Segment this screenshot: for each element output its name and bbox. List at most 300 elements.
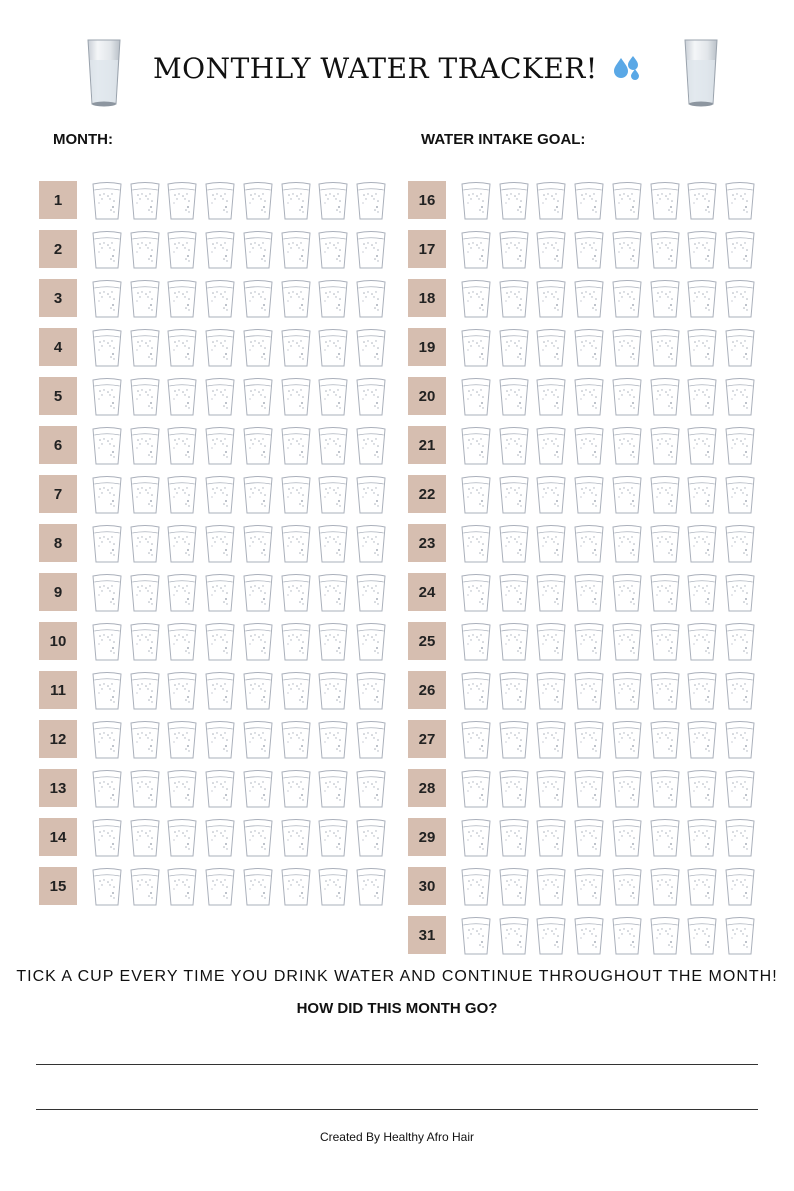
water-cup-checkbox[interactable] [573, 671, 605, 711]
water-cup-checkbox[interactable] [649, 671, 681, 711]
water-cup-checkbox[interactable] [129, 475, 161, 515]
water-cup-checkbox[interactable] [724, 573, 756, 613]
water-cup-checkbox[interactable] [460, 720, 492, 760]
water-cup-checkbox[interactable] [649, 573, 681, 613]
water-cup-checkbox[interactable] [355, 818, 387, 858]
water-cup-checkbox[interactable] [611, 720, 643, 760]
water-cup-checkbox[interactable] [204, 769, 236, 809]
day-number-badge: 3 [39, 279, 77, 317]
water-cup-checkbox[interactable] [317, 671, 349, 711]
water-cup-checkbox[interactable] [204, 720, 236, 760]
water-cup-checkbox[interactable] [724, 818, 756, 858]
water-cup-checkbox[interactable] [724, 279, 756, 319]
water-cup-checkbox[interactable] [280, 671, 312, 711]
water-cup-checkbox[interactable] [535, 769, 567, 809]
water-cup-checkbox[interactable] [460, 181, 492, 221]
water-cup-checkbox[interactable] [686, 475, 718, 515]
day-number-badge: 20 [408, 377, 446, 415]
day-row-28 [408, 769, 758, 809]
water-cup-checkbox[interactable] [242, 279, 274, 319]
water-cup-checkbox[interactable] [317, 720, 349, 760]
water-cup-checkbox[interactable] [460, 622, 492, 662]
water-cup-checkbox[interactable] [166, 769, 198, 809]
water-cup-checkbox[interactable] [129, 769, 161, 809]
water-cup-checkbox[interactable] [317, 818, 349, 858]
credit-text: Created By Healthy Afro Hair [319, 1130, 475, 1144]
water-cup-checkbox[interactable] [166, 524, 198, 564]
day-row-18 [408, 279, 758, 319]
month-label: MONTH: [53, 131, 113, 148]
water-cup-checkbox[interactable] [242, 475, 274, 515]
water-cup-checkbox[interactable] [535, 475, 567, 515]
water-cup-checkbox[interactable] [460, 328, 492, 368]
water-cup-checkbox[interactable] [280, 818, 312, 858]
water-cup-checkbox[interactable] [280, 328, 312, 368]
water-cup-checkbox[interactable] [724, 230, 756, 270]
water-cup-checkbox[interactable] [649, 328, 681, 368]
water-cup-checkbox[interactable] [242, 230, 274, 270]
water-cup-checkbox[interactable] [611, 524, 643, 564]
water-cup-checkbox[interactable] [129, 867, 161, 907]
water-cup-checkbox[interactable] [724, 671, 756, 711]
water-cup-checkbox[interactable] [280, 279, 312, 319]
water-cup-checkbox[interactable] [724, 181, 756, 221]
water-cup-checkbox[interactable] [91, 769, 123, 809]
water-cup-checkbox[interactable] [460, 671, 492, 711]
water-cup-checkbox[interactable] [280, 377, 312, 417]
water-cup-checkbox[interactable] [242, 573, 274, 613]
water-cup-checkbox[interactable] [317, 279, 349, 319]
water-cup-checkbox[interactable] [280, 622, 312, 662]
water-cup-checkbox[interactable] [242, 867, 274, 907]
water-cup-checkbox[interactable] [498, 769, 530, 809]
day-row-10 [39, 622, 389, 662]
water-cup-checkbox[interactable] [317, 573, 349, 613]
water-cup-checkbox[interactable] [611, 230, 643, 270]
water-cup-checkbox[interactable] [91, 328, 123, 368]
water-cup-checkbox[interactable] [724, 720, 756, 760]
water-cup-checkbox[interactable] [91, 818, 123, 858]
water-cup-checkbox[interactable] [535, 720, 567, 760]
water-cup-checkbox[interactable] [204, 328, 236, 368]
water-cup-checkbox[interactable] [686, 622, 718, 662]
day-number-badge: 31 [408, 916, 446, 954]
day-row-16 [408, 181, 758, 221]
water-cup-checkbox[interactable] [166, 279, 198, 319]
day-number-badge: 1 [39, 181, 77, 219]
water-cup-checkbox[interactable] [355, 622, 387, 662]
water-cup-checkbox[interactable] [204, 475, 236, 515]
day-number-badge: 26 [408, 671, 446, 709]
water-cup-checkbox[interactable] [129, 279, 161, 319]
day-row-6 [39, 426, 389, 466]
water-cup-checkbox[interactable] [355, 426, 387, 466]
droplets-icon [613, 54, 641, 87]
water-cup-checkbox[interactable] [166, 573, 198, 613]
water-cup-checkbox[interactable] [204, 867, 236, 907]
water-cup-checkbox[interactable] [280, 475, 312, 515]
water-cup-checkbox[interactable] [204, 573, 236, 613]
water-cup-checkbox[interactable] [242, 426, 274, 466]
water-cup-checkbox[interactable] [129, 622, 161, 662]
water-cup-checkbox[interactable] [611, 475, 643, 515]
water-cup-checkbox[interactable] [498, 524, 530, 564]
water-cup-checkbox[interactable] [686, 573, 718, 613]
water-cup-checkbox[interactable] [204, 818, 236, 858]
water-cup-checkbox[interactable] [686, 818, 718, 858]
page-title-text: MONTHLY WATER TRACKER! [152, 52, 598, 85]
day-row-27 [408, 720, 758, 760]
water-cup-checkbox[interactable] [91, 426, 123, 466]
water-cup-checkbox[interactable] [166, 230, 198, 270]
water-cup-checkbox[interactable] [355, 377, 387, 417]
water-cup-checkbox[interactable] [611, 867, 643, 907]
water-cup-checkbox[interactable] [355, 867, 387, 907]
water-cup-checkbox[interactable] [242, 818, 274, 858]
water-cup-checkbox[interactable] [91, 622, 123, 662]
water-cup-checkbox[interactable] [460, 230, 492, 270]
water-cup-checkbox[interactable] [724, 475, 756, 515]
day-number-badge: 10 [39, 622, 77, 660]
water-cup-checkbox[interactable] [611, 328, 643, 368]
water-cup-checkbox[interactable] [242, 622, 274, 662]
water-cup-checkbox[interactable] [686, 671, 718, 711]
water-cup-checkbox[interactable] [498, 573, 530, 613]
instruction-text: TICK A CUP EVERY TIME YOU DRINK WATER AND CONTINUE THROUGHOUT THE MONTH! [16, 968, 778, 985]
water-intake-goal-label: WATER INTAKE GOAL: [421, 131, 586, 148]
water-cup-checkbox[interactable] [498, 181, 530, 221]
water-cup-checkbox[interactable] [129, 328, 161, 368]
water-cup-checkbox[interactable] [355, 769, 387, 809]
day-number-badge: 30 [408, 867, 446, 905]
day-row-2 [39, 230, 389, 270]
water-cup-checkbox[interactable] [317, 230, 349, 270]
water-cup-checkbox[interactable] [611, 181, 643, 221]
day-number-badge: 29 [408, 818, 446, 856]
water-cup-checkbox[interactable] [460, 475, 492, 515]
day-number-badge: 9 [39, 573, 77, 611]
water-cup-checkbox[interactable] [573, 328, 605, 368]
water-cup-checkbox[interactable] [129, 720, 161, 760]
water-cup-checkbox[interactable] [573, 916, 605, 956]
water-cup-checkbox[interactable] [280, 230, 312, 270]
water-cup-checkbox[interactable] [460, 916, 492, 956]
water-cup-checkbox[interactable] [686, 769, 718, 809]
water-cup-checkbox[interactable] [355, 279, 387, 319]
day-number-badge: 7 [39, 475, 77, 513]
water-cup-checkbox[interactable] [460, 573, 492, 613]
water-cup-checkbox[interactable] [649, 769, 681, 809]
water-cup-checkbox[interactable] [91, 279, 123, 319]
water-cup-checkbox[interactable] [280, 769, 312, 809]
water-cup-checkbox[interactable] [91, 181, 123, 221]
water-cup-checkbox[interactable] [204, 181, 236, 221]
water-cup-checkbox[interactable] [91, 377, 123, 417]
water-cup-checkbox[interactable] [573, 475, 605, 515]
answer-line-2[interactable] [36, 1109, 758, 1110]
water-cup-checkbox[interactable] [611, 573, 643, 613]
water-cup-checkbox[interactable] [649, 720, 681, 760]
water-cup-checkbox[interactable] [611, 279, 643, 319]
water-cup-checkbox[interactable] [317, 475, 349, 515]
day-row-29 [408, 818, 758, 858]
day-row-11 [39, 671, 389, 711]
water-cup-checkbox[interactable] [573, 818, 605, 858]
water-cup-checkbox[interactable] [535, 524, 567, 564]
water-cup-checkbox[interactable] [460, 818, 492, 858]
water-cup-checkbox[interactable] [535, 426, 567, 466]
water-cup-checkbox[interactable] [498, 818, 530, 858]
water-cup-checkbox[interactable] [460, 524, 492, 564]
water-cup-checkbox[interactable] [91, 524, 123, 564]
water-cup-checkbox[interactable] [573, 622, 605, 662]
water-cup-checkbox[interactable] [573, 230, 605, 270]
day-number-badge: 27 [408, 720, 446, 758]
water-cup-checkbox[interactable] [317, 377, 349, 417]
water-cup-checkbox[interactable] [280, 524, 312, 564]
water-cup-checkbox[interactable] [242, 720, 274, 760]
day-row-25 [408, 622, 758, 662]
water-cup-checkbox[interactable] [280, 573, 312, 613]
day-number-badge: 18 [408, 279, 446, 317]
water-cup-checkbox[interactable] [460, 867, 492, 907]
day-number-badge: 13 [39, 769, 77, 807]
water-cup-checkbox[interactable] [573, 769, 605, 809]
water-cup-checkbox[interactable] [611, 377, 643, 417]
water-cup-checkbox[interactable] [686, 916, 718, 956]
day-number-badge: 23 [408, 524, 446, 562]
water-cup-checkbox[interactable] [129, 671, 161, 711]
water-cup-checkbox[interactable] [280, 426, 312, 466]
water-cup-checkbox[interactable] [535, 818, 567, 858]
water-cup-checkbox[interactable] [724, 328, 756, 368]
water-cup-checkbox[interactable] [242, 181, 274, 221]
day-row-24 [408, 573, 758, 613]
water-cup-checkbox[interactable] [204, 671, 236, 711]
water-cup-checkbox[interactable] [573, 377, 605, 417]
water-cup-checkbox[interactable] [535, 328, 567, 368]
water-cup-checkbox[interactable] [129, 377, 161, 417]
day-row-19 [408, 328, 758, 368]
answer-line-1[interactable] [36, 1064, 758, 1065]
day-row-8 [39, 524, 389, 564]
day-number-badge: 5 [39, 377, 77, 415]
water-cup-checkbox[interactable] [535, 230, 567, 270]
water-cup-checkbox[interactable] [91, 671, 123, 711]
water-cup-checkbox[interactable] [686, 524, 718, 564]
water-cup-checkbox[interactable] [724, 426, 756, 466]
day-number-badge: 2 [39, 230, 77, 268]
water-cup-checkbox[interactable] [573, 720, 605, 760]
water-cup-checkbox[interactable] [129, 818, 161, 858]
water-cup-checkbox[interactable] [498, 867, 530, 907]
water-cup-checkbox[interactable] [535, 867, 567, 907]
day-number-badge: 28 [408, 769, 446, 807]
water-cup-checkbox[interactable] [535, 377, 567, 417]
water-cup-checkbox[interactable] [460, 279, 492, 319]
water-cup-checkbox[interactable] [242, 671, 274, 711]
water-cup-checkbox[interactable] [166, 622, 198, 662]
water-cup-checkbox[interactable] [649, 818, 681, 858]
water-cup-checkbox[interactable] [166, 426, 198, 466]
day-row-4 [39, 328, 389, 368]
water-cup-checkbox[interactable] [317, 524, 349, 564]
water-cup-checkbox[interactable] [611, 671, 643, 711]
day-number-badge: 19 [408, 328, 446, 366]
water-cup-checkbox[interactable] [129, 181, 161, 221]
water-cup-checkbox[interactable] [91, 230, 123, 270]
water-cup-checkbox[interactable] [686, 230, 718, 270]
water-cup-checkbox[interactable] [686, 720, 718, 760]
water-cup-checkbox[interactable] [317, 328, 349, 368]
water-cup-checkbox[interactable] [280, 867, 312, 907]
water-cup-checkbox[interactable] [686, 328, 718, 368]
water-cup-checkbox[interactable] [166, 671, 198, 711]
water-cup-checkbox[interactable] [649, 426, 681, 466]
water-cup-checkbox[interactable] [724, 769, 756, 809]
water-cup-checkbox[interactable] [649, 622, 681, 662]
water-cup-checkbox[interactable] [460, 426, 492, 466]
water-cup-checkbox[interactable] [355, 328, 387, 368]
water-cup-checkbox[interactable] [535, 916, 567, 956]
water-cup-checkbox[interactable] [686, 867, 718, 907]
water-cup-checkbox[interactable] [166, 181, 198, 221]
water-cup-checkbox[interactable] [724, 622, 756, 662]
water-cup-checkbox[interactable] [460, 377, 492, 417]
water-cup-checkbox[interactable] [166, 867, 198, 907]
water-cup-checkbox[interactable] [242, 377, 274, 417]
water-cup-checkbox[interactable] [129, 230, 161, 270]
water-cup-checkbox[interactable] [317, 426, 349, 466]
water-cup-checkbox[interactable] [91, 867, 123, 907]
water-cup-checkbox[interactable] [649, 867, 681, 907]
water-cup-checkbox[interactable] [573, 181, 605, 221]
water-cup-checkbox[interactable] [317, 867, 349, 907]
water-cup-checkbox[interactable] [724, 867, 756, 907]
water-cup-checkbox[interactable] [204, 426, 236, 466]
water-cup-checkbox[interactable] [355, 720, 387, 760]
water-cup-checkbox[interactable] [166, 818, 198, 858]
water-cup-checkbox[interactable] [649, 916, 681, 956]
water-cup-checkbox[interactable] [611, 622, 643, 662]
water-cup-checkbox[interactable] [573, 867, 605, 907]
water-cup-checkbox[interactable] [91, 475, 123, 515]
water-cup-checkbox[interactable] [355, 671, 387, 711]
water-cup-checkbox[interactable] [498, 426, 530, 466]
day-number-badge: 8 [39, 524, 77, 562]
water-cup-checkbox[interactable] [535, 573, 567, 613]
water-cup-checkbox[interactable] [355, 573, 387, 613]
water-cup-checkbox[interactable] [686, 181, 718, 221]
water-cup-checkbox[interactable] [686, 426, 718, 466]
water-cup-checkbox[interactable] [611, 769, 643, 809]
water-cup-checkbox[interactable] [724, 524, 756, 564]
water-cup-checkbox[interactable] [242, 769, 274, 809]
water-cup-checkbox[interactable] [724, 377, 756, 417]
water-cup-checkbox[interactable] [355, 475, 387, 515]
water-cup-checkbox[interactable] [573, 524, 605, 564]
water-cup-checkbox[interactable] [129, 426, 161, 466]
water-cup-checkbox[interactable] [91, 720, 123, 760]
day-row-3 [39, 279, 389, 319]
water-cup-checkbox[interactable] [498, 328, 530, 368]
water-cup-checkbox[interactable] [573, 279, 605, 319]
water-cup-checkbox[interactable] [166, 377, 198, 417]
water-cup-checkbox[interactable] [166, 475, 198, 515]
water-cup-checkbox[interactable] [611, 818, 643, 858]
day-number-badge: 17 [408, 230, 446, 268]
day-number-badge: 11 [39, 671, 77, 709]
water-cup-checkbox[interactable] [649, 181, 681, 221]
water-cup-checkbox[interactable] [204, 524, 236, 564]
day-number-badge: 22 [408, 475, 446, 513]
day-row-17 [408, 230, 758, 270]
water-cup-checkbox[interactable] [280, 181, 312, 221]
water-cup-checkbox[interactable] [204, 622, 236, 662]
water-cup-checkbox[interactable] [498, 671, 530, 711]
water-cup-checkbox[interactable] [91, 573, 123, 613]
water-cup-checkbox[interactable] [242, 524, 274, 564]
water-cup-checkbox[interactable] [317, 769, 349, 809]
water-cup-checkbox[interactable] [129, 524, 161, 564]
water-cup-checkbox[interactable] [242, 328, 274, 368]
water-cup-checkbox[interactable] [498, 720, 530, 760]
water-cup-checkbox[interactable] [166, 720, 198, 760]
water-cup-checkbox[interactable] [724, 916, 756, 956]
water-cup-checkbox[interactable] [317, 622, 349, 662]
water-cup-checkbox[interactable] [649, 475, 681, 515]
water-cup-checkbox[interactable] [498, 230, 530, 270]
water-cup-checkbox[interactable] [280, 720, 312, 760]
water-cup-checkbox[interactable] [535, 279, 567, 319]
day-number-badge: 21 [408, 426, 446, 464]
water-cup-checkbox[interactable] [498, 377, 530, 417]
water-cup-checkbox[interactable] [535, 671, 567, 711]
water-cup-checkbox[interactable] [204, 279, 236, 319]
water-cup-checkbox[interactable] [649, 230, 681, 270]
water-cup-checkbox[interactable] [649, 377, 681, 417]
water-cup-checkbox[interactable] [535, 622, 567, 662]
water-cup-checkbox[interactable] [611, 426, 643, 466]
water-cup-checkbox[interactable] [498, 916, 530, 956]
day-row-26 [408, 671, 758, 711]
water-cup-checkbox[interactable] [355, 524, 387, 564]
day-number-badge: 15 [39, 867, 77, 905]
water-cup-checkbox[interactable] [535, 181, 567, 221]
water-cup-checkbox[interactable] [573, 426, 605, 466]
day-row-13 [39, 769, 389, 809]
water-cup-checkbox[interactable] [355, 230, 387, 270]
water-cup-checkbox[interactable] [204, 377, 236, 417]
water-cup-checkbox[interactable] [611, 916, 643, 956]
water-cup-checkbox[interactable] [129, 573, 161, 613]
water-cup-checkbox[interactable] [317, 181, 349, 221]
water-cup-checkbox[interactable] [460, 769, 492, 809]
water-cup-checkbox[interactable] [686, 279, 718, 319]
water-cup-checkbox[interactable] [498, 279, 530, 319]
water-cup-checkbox[interactable] [649, 279, 681, 319]
day-row-1 [39, 181, 389, 221]
water-cup-checkbox[interactable] [573, 573, 605, 613]
day-number-badge: 25 [408, 622, 446, 660]
water-cup-checkbox[interactable] [686, 377, 718, 417]
water-cup-checkbox[interactable] [649, 524, 681, 564]
water-cup-checkbox[interactable] [355, 181, 387, 221]
water-cup-checkbox[interactable] [166, 328, 198, 368]
water-cup-checkbox[interactable] [498, 622, 530, 662]
water-cup-checkbox[interactable] [204, 230, 236, 270]
water-cup-checkbox[interactable] [498, 475, 530, 515]
